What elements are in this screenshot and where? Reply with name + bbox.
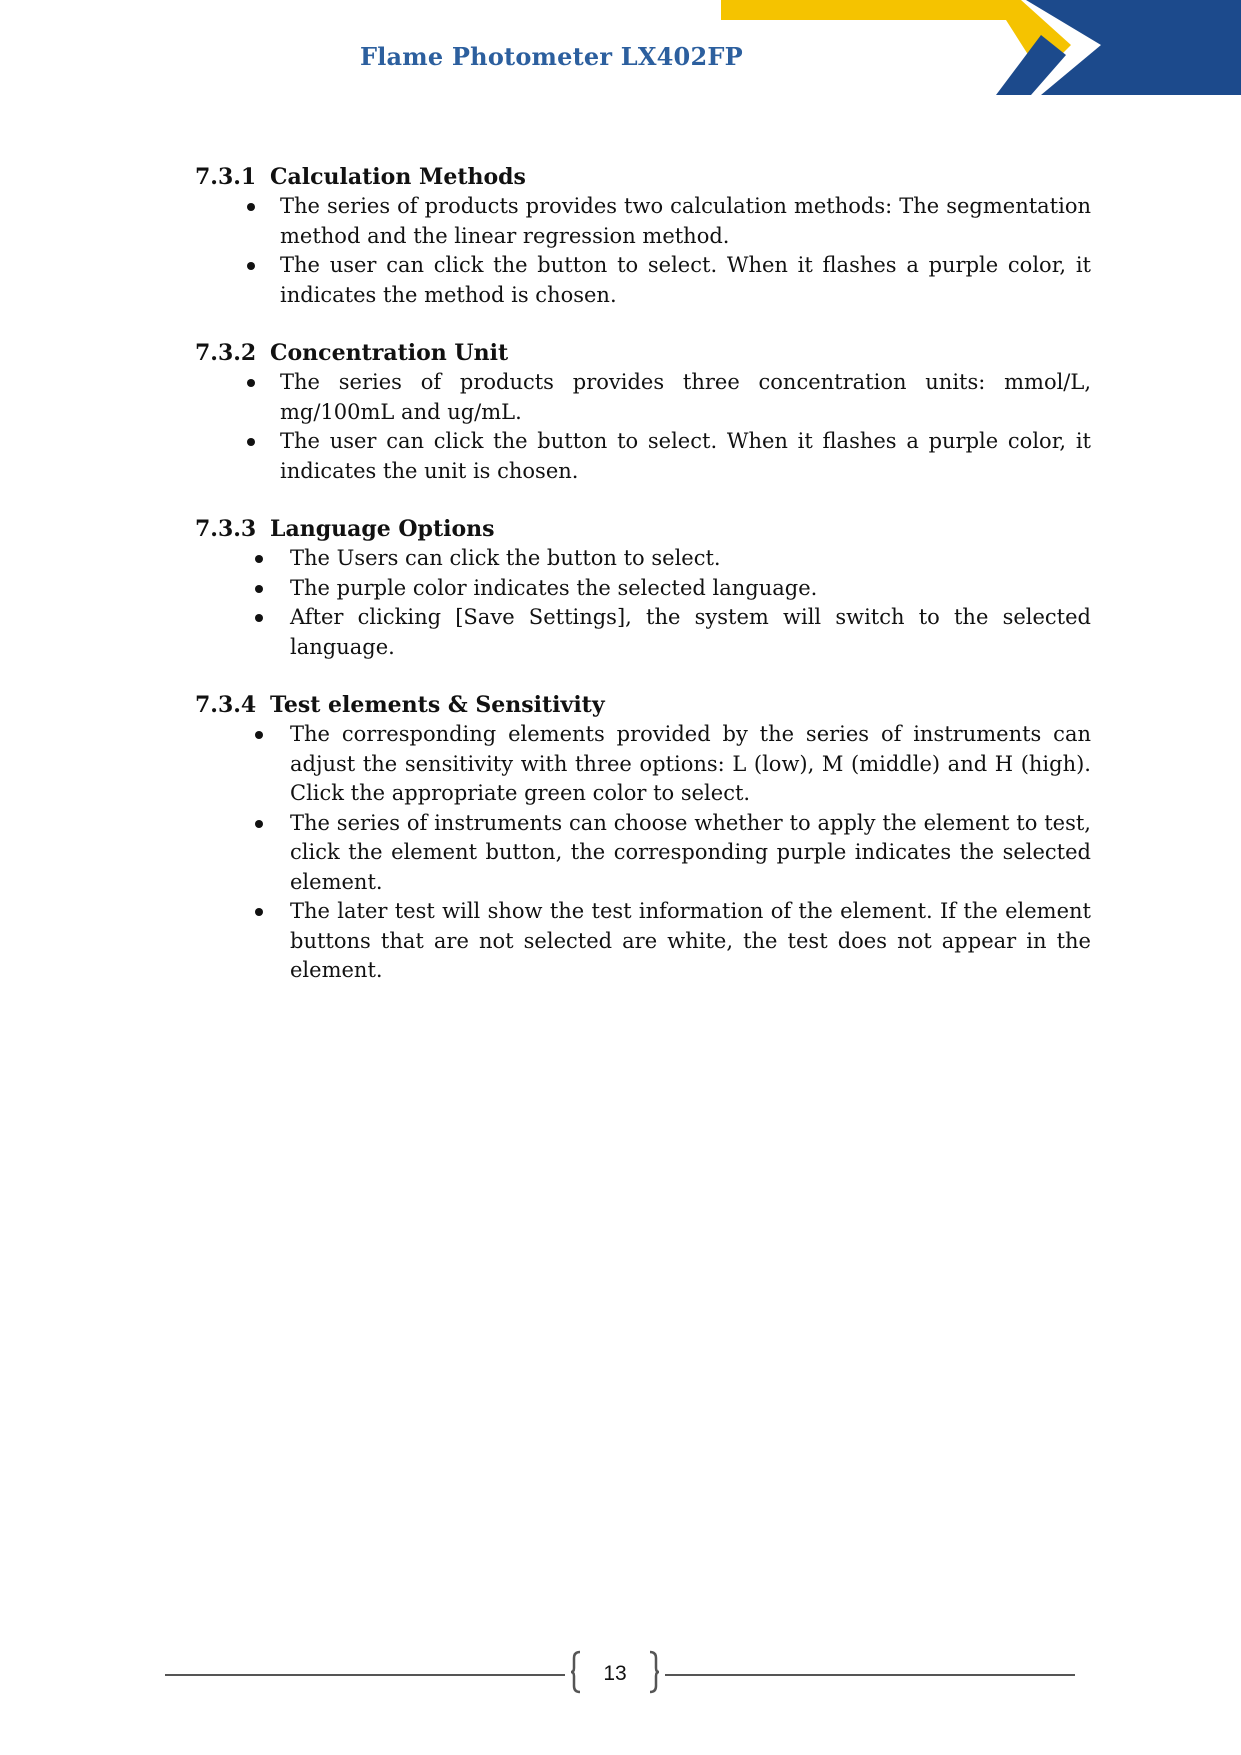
footer-divider-right xyxy=(665,1674,1075,1676)
list-item xyxy=(195,897,1091,986)
bullet-icon xyxy=(247,203,255,211)
list-item-text: The user can click the button to select. When it flashes a purple color, it indicates the method is chosen. xyxy=(280,253,1091,307)
list-item xyxy=(195,192,1091,251)
list-item xyxy=(195,368,1091,427)
header-banner-graphic xyxy=(721,0,1241,100)
section-concentration-unit xyxy=(195,338,1091,486)
section-heading xyxy=(195,514,1091,544)
bullet-icon xyxy=(255,731,263,739)
section-title: Concentration Unit xyxy=(270,340,509,366)
section-number: 7.3.1 xyxy=(195,164,257,190)
section-heading xyxy=(195,690,1091,720)
section-title: Test elements & Sensitivity xyxy=(270,692,605,718)
bullet-icon xyxy=(247,438,255,446)
section-heading xyxy=(195,162,1091,192)
list-item xyxy=(195,603,1091,662)
section-number: 7.3.2 xyxy=(195,340,257,366)
bullet-icon xyxy=(255,585,263,593)
document-title: Flame Photometer LX402FP xyxy=(360,42,743,71)
bullet-list xyxy=(195,544,1091,662)
section-calculation-methods xyxy=(195,162,1091,310)
bullet-icon xyxy=(255,555,263,563)
bullet-list xyxy=(195,720,1091,986)
section-number: 7.3.3 xyxy=(195,516,257,542)
list-item-text: The user can click the button to select. When it flashes a purple color, it indicates the unit is chosen. xyxy=(280,429,1091,483)
bullet-icon xyxy=(255,614,263,622)
list-item xyxy=(195,544,1091,574)
list-item-text: The Users can click the button to select. xyxy=(290,546,721,570)
list-item-text: The series of products provides three concentration units: mmol/L, mg/100mL and ug/mL. xyxy=(280,370,1091,424)
document-body xyxy=(195,162,1091,1014)
list-item xyxy=(195,251,1091,310)
bullet-icon xyxy=(255,908,263,916)
bullet-icon xyxy=(247,262,255,270)
list-item-text: The series of products provides two calculation methods: The segmentation method and the linear regression method. xyxy=(280,194,1091,248)
section-heading xyxy=(195,338,1091,368)
list-item-text: The later test will show the test information of the element. If the element buttons that are not selected are white, the test does not appear in the element. xyxy=(290,899,1091,982)
section-number: 7.3.4 xyxy=(195,692,257,718)
footer-divider-left xyxy=(165,1674,565,1676)
section-test-elements-sensitivity xyxy=(195,690,1091,986)
list-item-text: The corresponding elements provided by the series of instruments can adjust the sensitivity with three options: L (low), M (middle) and H (high). Click the appropriate green color to select. xyxy=(290,722,1091,805)
list-item-text: The purple color indicates the selected language. xyxy=(290,575,818,600)
list-item xyxy=(195,574,1091,604)
section-language-options xyxy=(195,514,1091,662)
bullet-icon xyxy=(247,379,255,387)
list-item-text: The series of instruments can choose whether to apply the element to test, click the element button, the corresponding purple indicates the selected element. xyxy=(290,810,1091,894)
list-item-text: After clicking [Save Settings], the system will switch to the selected language. xyxy=(290,605,1091,659)
list-item xyxy=(195,809,1091,898)
bullet-icon xyxy=(255,820,263,828)
section-title: Calculation Methods xyxy=(270,164,526,190)
bullet-list xyxy=(195,192,1091,310)
right-brace-icon xyxy=(648,1650,660,1694)
bullet-list xyxy=(195,368,1091,486)
section-title: Language Options xyxy=(270,516,495,542)
list-item xyxy=(195,720,1091,809)
list-item xyxy=(195,427,1091,486)
page-number: 13 xyxy=(603,1662,627,1685)
yellow-stripe xyxy=(721,0,1071,75)
page-footer xyxy=(165,1650,1075,1700)
